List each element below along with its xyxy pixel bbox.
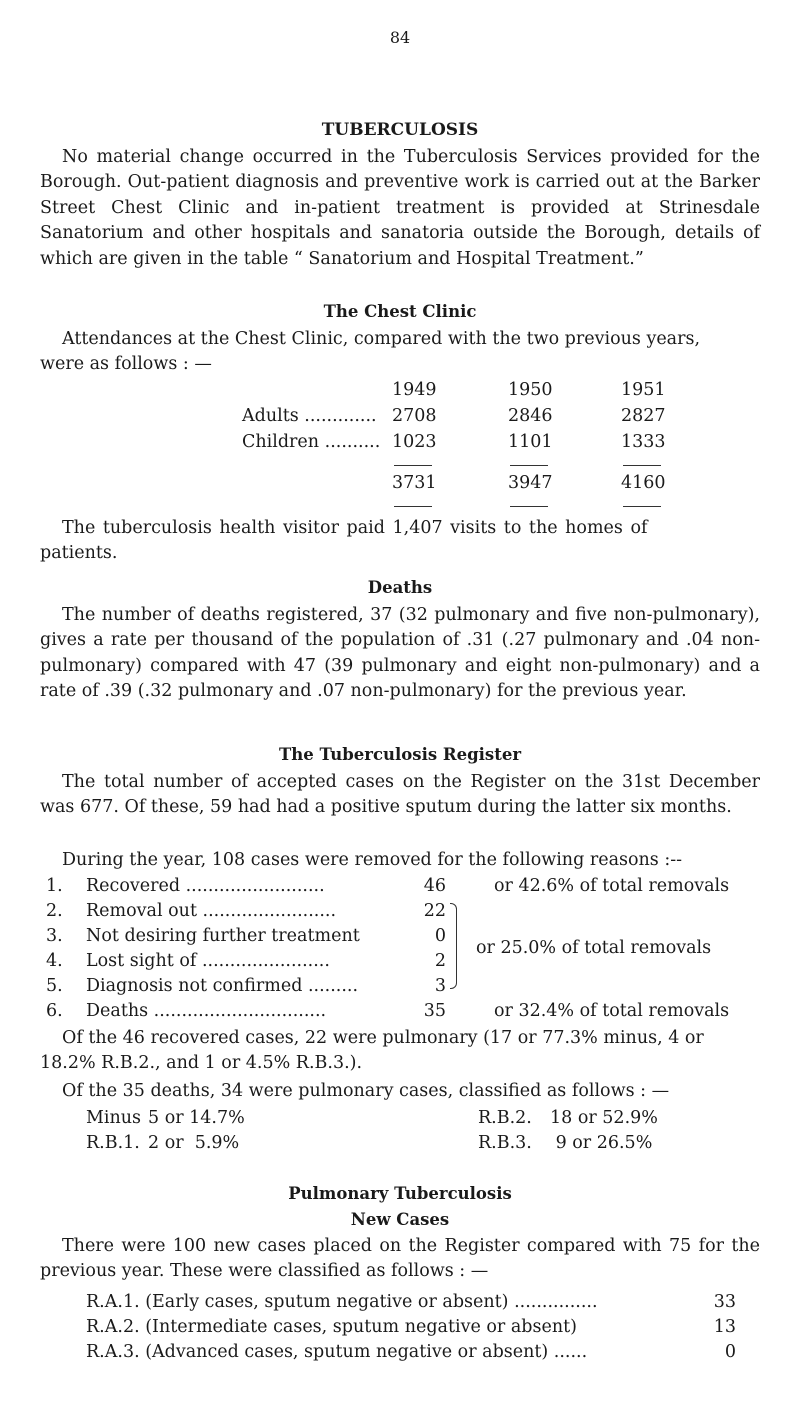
case-ra2: R.A.2. (Intermediate cases, sputum negative or absent) [86, 1317, 577, 1337]
recovered-note-line1: Of the 46 recovered cases, 22 were pulmonary (17 or 77.3% minus, 4 or [62, 1028, 704, 1048]
total-1949: 3731 [392, 473, 437, 493]
reason-lost-sight [86, 949, 330, 974]
reason-label: Lost sight of [86, 951, 197, 971]
row-leader: .......... [319, 432, 381, 452]
case-ra1-value: 33 [713, 1292, 736, 1312]
chest-clinic-intro-line2: were as follows : — [40, 354, 212, 374]
reason-label: Removal out [86, 901, 197, 921]
reason-no: 1. [46, 876, 63, 896]
recovered-note-line2: 18.2% R.B.2., and 1 or 4.5% R.B.3.). [40, 1053, 363, 1073]
class-value: 2 or 5.9% [148, 1133, 240, 1153]
children-1950: 1101 [508, 432, 553, 452]
chest-clinic-heading: The Chest Clinic [323, 302, 477, 321]
reason-no: 6. [46, 1001, 63, 1021]
visitor-line1: The tuberculosis health visitor paid 1,407 visits to the homes of [62, 518, 648, 538]
class-label: Minus [86, 1108, 142, 1128]
removed-intro: During the year, 108 cases were removed for the following reasons :-- [62, 850, 683, 870]
adults-1951: 2827 [621, 406, 666, 426]
total-1951: 4160 [621, 473, 666, 493]
reason-value: 22 [423, 901, 446, 921]
adults-1950: 2846 [508, 406, 553, 426]
attendance-row-adults [242, 404, 377, 429]
reason-no: 3. [46, 926, 63, 946]
reason-leader: ......... [302, 976, 359, 996]
reason-no: 5. [46, 976, 63, 996]
register-paragraph: The total number of accepted cases on the Register on the 31st December was 677. Of these, 59 had had a positive sputum during the latter six months. [40, 772, 760, 818]
row-label: Children [242, 432, 320, 452]
reason-value: 46 [423, 876, 446, 896]
adults-1949: 2708 [392, 406, 437, 426]
children-1951: 1333 [621, 432, 666, 452]
brace-group [450, 903, 457, 989]
class-label: R.B.2. [478, 1108, 532, 1128]
total-rule-top [510, 465, 548, 466]
total-rule-bottom [510, 506, 548, 507]
class-value: 5 or 14.7% [148, 1108, 245, 1128]
row-label: Adults [242, 406, 299, 426]
reason-removal-out [86, 899, 336, 924]
class-value: 18 or 52.9% [550, 1108, 658, 1128]
year-1950: 1950 [508, 380, 553, 400]
chest-clinic-intro-line1: Attendances at the Chest Clinic, compared with the two previous years, [62, 329, 701, 349]
reason-deaths [86, 999, 326, 1024]
row-leader: ............. [298, 406, 377, 426]
pulmonary-paragraph: There were 100 new cases placed on the Register compared with 75 for the previous year. These were classified as follows : — [40, 1236, 760, 1282]
reason-recovered [86, 874, 325, 899]
reason-value: 3 [434, 976, 446, 996]
pct-recovered: or 42.6% of total removals [494, 876, 730, 896]
register-heading: The Tuberculosis Register [278, 745, 522, 764]
pulmonary-heading: Pulmonary Tuberculosis [288, 1184, 512, 1203]
reason-not-desiring [86, 924, 360, 949]
deaths-heading: Deaths [367, 578, 433, 597]
reason-label: Recovered [86, 876, 181, 896]
reason-value: 0 [434, 926, 446, 946]
case-ra3-value: 0 [724, 1342, 736, 1362]
children-1949: 1023 [392, 432, 437, 452]
reason-no: 2. [46, 901, 63, 921]
total-rule-bottom [623, 506, 661, 507]
class-label: R.B.1. [86, 1133, 140, 1153]
reason-leader: ............................... [148, 1001, 327, 1021]
reason-diagnosis [86, 974, 358, 999]
pct-group: or 25.0% of total removals [476, 938, 712, 958]
new-cases-heading: New Cases [350, 1210, 450, 1229]
reason-no: 4. [46, 951, 63, 971]
deaths-note: Of the 35 deaths, 34 were pulmonary cases, classified as follows : — [62, 1081, 670, 1101]
reason-leader: ......................... [180, 876, 325, 896]
reason-label: Not desiring further treatment [86, 926, 360, 946]
reason-leader: ........................ [196, 901, 337, 921]
year-1949: 1949 [392, 380, 437, 400]
class-label: R.B.3. [478, 1133, 532, 1153]
total-rule-top [623, 465, 661, 466]
year-1951: 1951 [621, 380, 666, 400]
intro-paragraph: No material change occurred in the Tuberculosis Services provided for the Borough. Out-patient diagnosis and preventive work is carried out at the Barker Street Chest Clinic and in-patient treatment is provided at Strinesdale Sanatorium and other hospitals and sanatoria outside the Borough, details of which are given in the table “ Sanatorium and Hospital Treatment.” [40, 147, 760, 269]
class-value: 9 or 26.5% [550, 1133, 653, 1153]
attendance-row-children [242, 430, 380, 455]
reason-value: 2 [434, 951, 446, 971]
total-rule-top [394, 465, 432, 466]
total-rule-bottom [394, 506, 432, 507]
reason-label: Diagnosis not confirmed [86, 976, 303, 996]
reason-value: 35 [423, 1001, 446, 1021]
deaths-paragraph: The number of deaths registered, 37 (32 pulmonary and five non-pulmonary), gives a rate per thousand of the population of .31 (.27 pulmonary and .04 non-pulmonary) compared with 47 (39 pulmonary and eight non-pulmonary) and a rate of .39 (.32 pulmonary and .07 non-pulmonary) for the previous year. [40, 605, 760, 702]
case-ra2-value: 13 [713, 1317, 736, 1337]
total-1950: 3947 [508, 473, 553, 493]
reason-leader: ....................... [196, 951, 330, 971]
case-ra1: R.A.1. (Early cases, sputum negative or absent) ............... [86, 1292, 598, 1312]
page-title: TUBERCULOSIS [321, 120, 479, 140]
reason-label: Deaths [86, 1001, 149, 1021]
case-ra3: R.A.3. (Advanced cases, sputum negative or absent) ...... [86, 1342, 588, 1362]
page-number: 84 [389, 28, 411, 47]
pct-deaths: or 32.4% of total removals [494, 1001, 730, 1021]
visitor-line2: patients. [40, 543, 118, 563]
